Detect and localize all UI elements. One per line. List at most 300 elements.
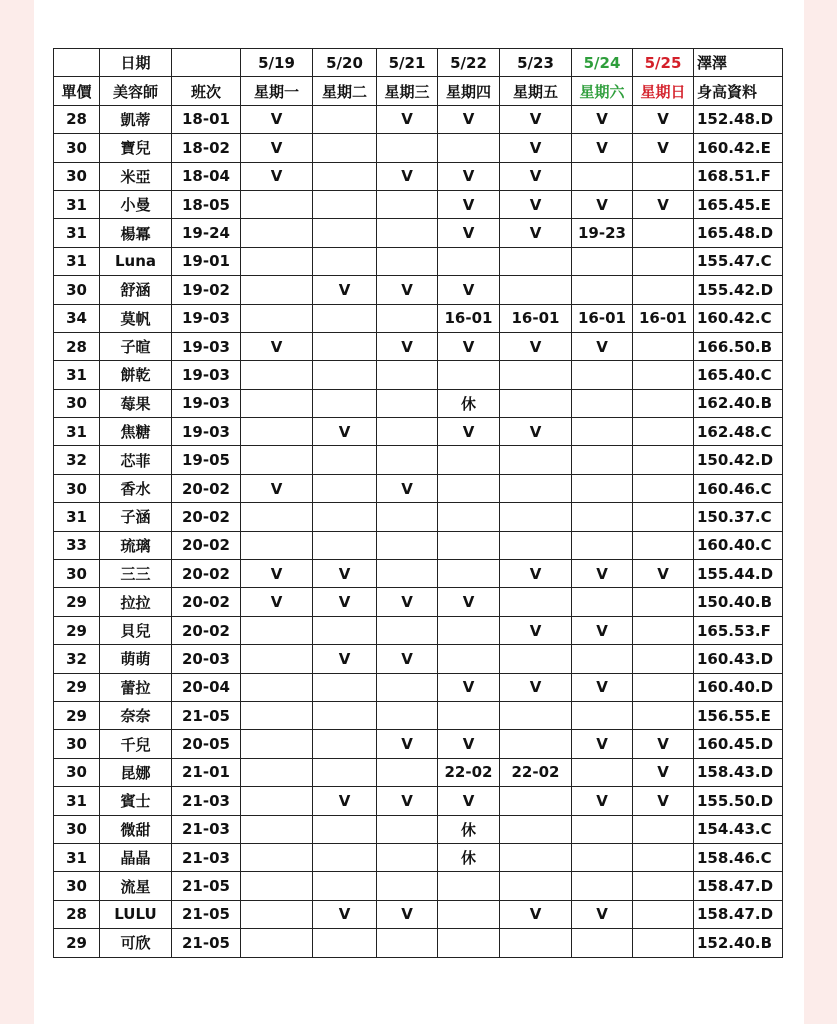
- stylist-name-cell: 焦糖: [100, 418, 172, 446]
- stylist-name-cell: 可欣: [100, 929, 172, 957]
- price-cell: 31: [54, 787, 100, 815]
- schedule-cell: V: [377, 730, 438, 758]
- schedule-cell: [438, 446, 500, 474]
- schedule-cell: [500, 843, 572, 871]
- table-row: [54, 787, 783, 815]
- schedule-cell: [633, 872, 694, 900]
- price-cell: 30: [54, 758, 100, 786]
- schedule-cell: [241, 389, 313, 417]
- weekday-header: 星期四: [438, 77, 500, 105]
- shift-cell: 21-03: [172, 815, 241, 843]
- schedule-cell: [241, 418, 313, 446]
- table-row: [54, 900, 783, 928]
- table-row: [54, 361, 783, 389]
- schedule-cell: V: [500, 190, 572, 218]
- schedule-cell: [438, 872, 500, 900]
- table-row: [54, 332, 783, 360]
- table-row: [54, 503, 783, 531]
- price-cell: 30: [54, 872, 100, 900]
- schedule-cell: [241, 361, 313, 389]
- price-cell: 30: [54, 162, 100, 190]
- schedule-cell: V: [377, 787, 438, 815]
- weekday-header: 星期三: [377, 77, 438, 105]
- schedule-cell: [313, 929, 377, 957]
- schedule-cell: V: [438, 787, 500, 815]
- schedule-cell: [313, 304, 377, 332]
- price-cell: 34: [54, 304, 100, 332]
- price-cell: 31: [54, 843, 100, 871]
- schedule-cell: [377, 304, 438, 332]
- schedule-cell: [241, 616, 313, 644]
- schedule-cell: 19-23: [572, 219, 633, 247]
- schedule-cell: [500, 503, 572, 531]
- schedule-cell: V: [500, 134, 572, 162]
- price-cell: 33: [54, 531, 100, 559]
- schedule-cell: V: [438, 219, 500, 247]
- stylist-name-cell: 芯菲: [100, 446, 172, 474]
- stylist-name-cell: 流星: [100, 872, 172, 900]
- schedule-cell: V: [313, 588, 377, 616]
- schedule-cell: [438, 361, 500, 389]
- schedule-cell: V: [500, 332, 572, 360]
- schedule-cell: [313, 389, 377, 417]
- price-cell: 30: [54, 560, 100, 588]
- stylist-name-cell: 米亞: [100, 162, 172, 190]
- schedule-cell: [313, 332, 377, 360]
- shift-cell: 21-05: [172, 900, 241, 928]
- schedule-cell: V: [313, 787, 377, 815]
- schedule-cell: V: [241, 588, 313, 616]
- schedule-cell: [500, 361, 572, 389]
- schedule-cell: [633, 332, 694, 360]
- table-row: [54, 418, 783, 446]
- table-row: [54, 701, 783, 729]
- weekday-header-saturday: 星期六: [572, 77, 633, 105]
- schedule-cell: [241, 276, 313, 304]
- height-data-cell: 150.42.D: [694, 446, 783, 474]
- height-data-cell: 160.45.D: [694, 730, 783, 758]
- stylist-name-cell: LULU: [100, 900, 172, 928]
- weekday-row: [54, 77, 783, 105]
- price-cell: 30: [54, 474, 100, 502]
- stylist-name-cell: 奈奈: [100, 701, 172, 729]
- schedule-cell: [438, 531, 500, 559]
- price-cell: 30: [54, 389, 100, 417]
- weekday-header: 星期五: [500, 77, 572, 105]
- schedule-cell: [500, 787, 572, 815]
- schedule-cell: [572, 162, 633, 190]
- schedule-cell: [377, 815, 438, 843]
- schedule-cell: [241, 219, 313, 247]
- shift-cell: 21-05: [172, 872, 241, 900]
- schedule-cell: [438, 701, 500, 729]
- schedule-cell: V: [241, 105, 313, 133]
- schedule-cell: V: [633, 787, 694, 815]
- height-data-cell: 152.48.D: [694, 105, 783, 133]
- schedule-cell: V: [500, 900, 572, 928]
- price-cell: 30: [54, 730, 100, 758]
- schedule-cell: [377, 758, 438, 786]
- schedule-cell: [500, 247, 572, 275]
- stylist-name-cell: 小曼: [100, 190, 172, 218]
- schedule-cell: [633, 929, 694, 957]
- height-data-cell: 158.46.C: [694, 843, 783, 871]
- price-cell: 30: [54, 276, 100, 304]
- schedule-cell: [241, 190, 313, 218]
- stylist-name-cell: 莫帆: [100, 304, 172, 332]
- shift-cell: 21-05: [172, 701, 241, 729]
- shift-cell: 21-05: [172, 929, 241, 957]
- schedule-cell: V: [572, 900, 633, 928]
- schedule-cell: [313, 190, 377, 218]
- schedule-cell: [313, 105, 377, 133]
- schedule-cell: [633, 673, 694, 701]
- stylist-name-cell: 子涵: [100, 503, 172, 531]
- price-cell: 31: [54, 247, 100, 275]
- empty-header-cell: [172, 49, 241, 77]
- schedule-cell: V: [633, 758, 694, 786]
- schedule-cell: [241, 673, 313, 701]
- schedule-cell: [313, 758, 377, 786]
- schedule-cell: [633, 162, 694, 190]
- day-off-cell: 休: [438, 389, 500, 417]
- schedule-cell: [633, 843, 694, 871]
- height-data-cell: 160.42.C: [694, 304, 783, 332]
- height-data-cell: 160.46.C: [694, 474, 783, 502]
- table-row: [54, 730, 783, 758]
- height-data-cell: 155.44.D: [694, 560, 783, 588]
- schedule-cell: [241, 758, 313, 786]
- schedule-cell: [572, 247, 633, 275]
- schedule-table: [53, 48, 783, 958]
- schedule-cell: V: [572, 730, 633, 758]
- schedule-cell: [633, 616, 694, 644]
- height-data-cell: 155.47.C: [694, 247, 783, 275]
- schedule-cell: [377, 531, 438, 559]
- height-data-cell: 165.45.E: [694, 190, 783, 218]
- shift-cell: 19-02: [172, 276, 241, 304]
- schedule-cell: [313, 503, 377, 531]
- price-cell: 31: [54, 219, 100, 247]
- schedule-cell: [572, 815, 633, 843]
- schedule-cell: V: [572, 332, 633, 360]
- schedule-cell: V: [633, 730, 694, 758]
- schedule-cell: V: [313, 276, 377, 304]
- schedule-cell: [633, 588, 694, 616]
- schedule-cell: V: [377, 588, 438, 616]
- height-data-cell: 168.51.F: [694, 162, 783, 190]
- schedule-cell: V: [377, 162, 438, 190]
- schedule-cell: V: [313, 418, 377, 446]
- schedule-cell: [313, 474, 377, 502]
- schedule-cell: V: [572, 787, 633, 815]
- schedule-cell: V: [572, 560, 633, 588]
- price-cell: 31: [54, 503, 100, 531]
- schedule-cell: [633, 276, 694, 304]
- schedule-cell: [572, 531, 633, 559]
- price-cell: 29: [54, 929, 100, 957]
- table-row: [54, 872, 783, 900]
- schedule-cell: V: [377, 276, 438, 304]
- schedule-cell: [500, 701, 572, 729]
- schedule-cell: [633, 815, 694, 843]
- table-row: [54, 389, 783, 417]
- schedule-sheet: [34, 0, 804, 1024]
- schedule-cell: [377, 616, 438, 644]
- schedule-cell: V: [500, 673, 572, 701]
- price-cell: 29: [54, 616, 100, 644]
- table-row: [54, 843, 783, 871]
- schedule-cell: [241, 645, 313, 673]
- schedule-cell: [377, 446, 438, 474]
- schedule-cell: [313, 730, 377, 758]
- schedule-cell: [438, 560, 500, 588]
- table-row: [54, 560, 783, 588]
- schedule-cell: [377, 389, 438, 417]
- schedule-cell: [500, 929, 572, 957]
- schedule-cell: V: [572, 134, 633, 162]
- price-header: 單價: [54, 77, 100, 105]
- shift-cell: 18-05: [172, 190, 241, 218]
- height-data-cell: 156.55.E: [694, 701, 783, 729]
- height-data-cell: 160.43.D: [694, 645, 783, 673]
- shift-cell: 20-02: [172, 616, 241, 644]
- price-cell: 29: [54, 588, 100, 616]
- schedule-cell: [500, 531, 572, 559]
- shift-cell: 19-03: [172, 304, 241, 332]
- schedule-cell: V: [438, 418, 500, 446]
- height-data-cell: 165.40.C: [694, 361, 783, 389]
- stylist-name-cell: 子暄: [100, 332, 172, 360]
- schedule-cell: [572, 446, 633, 474]
- schedule-cell: [500, 389, 572, 417]
- date-header: 5/21: [377, 49, 438, 77]
- schedule-cell: [572, 645, 633, 673]
- stylist-header: 美容師: [100, 77, 172, 105]
- schedule-cell: [500, 872, 572, 900]
- price-cell: 31: [54, 418, 100, 446]
- table-row: [54, 304, 783, 332]
- schedule-cell: V: [500, 219, 572, 247]
- height-data-cell: 158.47.D: [694, 900, 783, 928]
- schedule-cell: V: [313, 560, 377, 588]
- stylist-name-cell: 凱蒂: [100, 105, 172, 133]
- schedule-cell: V: [241, 162, 313, 190]
- table-row: [54, 673, 783, 701]
- height-data-cell: 160.40.C: [694, 531, 783, 559]
- stylist-name-cell: 賓士: [100, 787, 172, 815]
- schedule-cell: [377, 701, 438, 729]
- schedule-cell: V: [241, 474, 313, 502]
- height-data-cell: 162.48.C: [694, 418, 783, 446]
- schedule-cell: [438, 474, 500, 502]
- schedule-cell: [377, 361, 438, 389]
- schedule-cell: V: [241, 560, 313, 588]
- schedule-body: [54, 105, 783, 957]
- schedule-cell: [633, 418, 694, 446]
- schedule-cell: [633, 219, 694, 247]
- price-cell: 32: [54, 645, 100, 673]
- price-cell: 31: [54, 190, 100, 218]
- stylist-name-cell: 香水: [100, 474, 172, 502]
- schedule-cell: [438, 616, 500, 644]
- schedule-cell: [377, 190, 438, 218]
- schedule-cell: V: [313, 900, 377, 928]
- price-cell: 28: [54, 900, 100, 928]
- date-header: 5/22: [438, 49, 500, 77]
- schedule-cell: V: [438, 162, 500, 190]
- stylist-name-cell: 三三: [100, 560, 172, 588]
- height-data-cell: 162.40.B: [694, 389, 783, 417]
- schedule-cell: [633, 645, 694, 673]
- schedule-cell: [313, 134, 377, 162]
- shift-cell: 19-03: [172, 418, 241, 446]
- schedule-cell: [313, 843, 377, 871]
- stylist-name-cell: 餅乾: [100, 361, 172, 389]
- stylist-name-cell: 蕾拉: [100, 673, 172, 701]
- schedule-cell: [633, 474, 694, 502]
- schedule-cell: [241, 815, 313, 843]
- height-header: 身高資料: [694, 77, 783, 105]
- schedule-cell: V: [438, 276, 500, 304]
- stylist-name-cell: 晶晶: [100, 843, 172, 871]
- schedule-cell: [500, 645, 572, 673]
- height-data-cell: 155.50.D: [694, 787, 783, 815]
- schedule-cell: V: [572, 616, 633, 644]
- schedule-cell: V: [438, 105, 500, 133]
- schedule-cell: [572, 843, 633, 871]
- schedule-cell: 22-02: [500, 758, 572, 786]
- height-data-cell: 160.42.E: [694, 134, 783, 162]
- schedule-cell: [377, 247, 438, 275]
- schedule-cell: V: [241, 134, 313, 162]
- schedule-cell: [633, 503, 694, 531]
- schedule-cell: V: [241, 332, 313, 360]
- schedule-cell: 16-01: [438, 304, 500, 332]
- schedule-cell: [572, 872, 633, 900]
- schedule-cell: V: [500, 560, 572, 588]
- schedule-cell: [438, 134, 500, 162]
- table-row: [54, 645, 783, 673]
- stylist-name-cell: 楊冪: [100, 219, 172, 247]
- height-data-cell: 158.47.D: [694, 872, 783, 900]
- schedule-cell: V: [377, 105, 438, 133]
- schedule-cell: [572, 929, 633, 957]
- schedule-cell: V: [572, 673, 633, 701]
- table-row: [54, 616, 783, 644]
- table-row: [54, 446, 783, 474]
- schedule-cell: V: [633, 105, 694, 133]
- height-data-cell: 154.43.C: [694, 815, 783, 843]
- schedule-cell: [633, 389, 694, 417]
- schedule-cell: [500, 446, 572, 474]
- shift-cell: 21-03: [172, 787, 241, 815]
- schedule-cell: [572, 474, 633, 502]
- schedule-cell: [377, 929, 438, 957]
- schedule-cell: [313, 162, 377, 190]
- stylist-name-cell: 舒涵: [100, 276, 172, 304]
- schedule-cell: [572, 588, 633, 616]
- height-data-cell: 165.53.F: [694, 616, 783, 644]
- date-label: 日期: [100, 49, 172, 77]
- shift-cell: 20-05: [172, 730, 241, 758]
- schedule-cell: [500, 588, 572, 616]
- shift-cell: 19-03: [172, 389, 241, 417]
- schedule-cell: V: [500, 162, 572, 190]
- shift-cell: 19-01: [172, 247, 241, 275]
- table-row: [54, 815, 783, 843]
- stylist-name-cell: 昆娜: [100, 758, 172, 786]
- day-off-cell: 休: [438, 815, 500, 843]
- schedule-cell: [377, 673, 438, 701]
- schedule-cell: [377, 843, 438, 871]
- weekday-header-sunday: 星期日: [633, 77, 694, 105]
- schedule-cell: V: [633, 190, 694, 218]
- schedule-cell: [500, 474, 572, 502]
- schedule-cell: [313, 872, 377, 900]
- schedule-cell: [438, 645, 500, 673]
- price-cell: 29: [54, 673, 100, 701]
- date-header: 5/20: [313, 49, 377, 77]
- price-cell: 29: [54, 701, 100, 729]
- schedule-cell: [377, 134, 438, 162]
- schedule-cell: V: [438, 332, 500, 360]
- schedule-cell: [313, 616, 377, 644]
- schedule-cell: [313, 446, 377, 474]
- day-off-cell: 休: [438, 843, 500, 871]
- shift-cell: 21-01: [172, 758, 241, 786]
- height-data-cell: 165.48.D: [694, 219, 783, 247]
- schedule-cell: [438, 247, 500, 275]
- shift-cell: 19-03: [172, 361, 241, 389]
- stylist-name-cell: 貝兒: [100, 616, 172, 644]
- empty-header-cell: [54, 49, 100, 77]
- schedule-cell: [241, 701, 313, 729]
- schedule-cell: [241, 304, 313, 332]
- stylist-name-cell: 微甜: [100, 815, 172, 843]
- schedule-cell: [633, 247, 694, 275]
- table-row: [54, 190, 783, 218]
- schedule-cell: [572, 758, 633, 786]
- schedule-cell: [313, 247, 377, 275]
- shift-cell: 20-02: [172, 588, 241, 616]
- shift-header: 班次: [172, 77, 241, 105]
- height-data-cell: 150.37.C: [694, 503, 783, 531]
- schedule-cell: [241, 446, 313, 474]
- schedule-cell: [377, 872, 438, 900]
- schedule-cell: [313, 815, 377, 843]
- shift-cell: 18-04: [172, 162, 241, 190]
- schedule-cell: V: [572, 105, 633, 133]
- table-row: [54, 162, 783, 190]
- shift-cell: 19-03: [172, 332, 241, 360]
- shift-cell: 18-01: [172, 105, 241, 133]
- schedule-cell: [241, 503, 313, 531]
- schedule-cell: [313, 701, 377, 729]
- schedule-cell: V: [438, 730, 500, 758]
- schedule-cell: V: [438, 588, 500, 616]
- schedule-cell: V: [572, 190, 633, 218]
- shift-cell: 19-24: [172, 219, 241, 247]
- date-row: [54, 49, 783, 77]
- schedule-cell: [438, 900, 500, 928]
- table-row: [54, 474, 783, 502]
- stylist-name-cell: 寶兒: [100, 134, 172, 162]
- schedule-cell: [438, 929, 500, 957]
- stylist-name-cell: 莓果: [100, 389, 172, 417]
- schedule-cell: [241, 531, 313, 559]
- schedule-cell: [438, 503, 500, 531]
